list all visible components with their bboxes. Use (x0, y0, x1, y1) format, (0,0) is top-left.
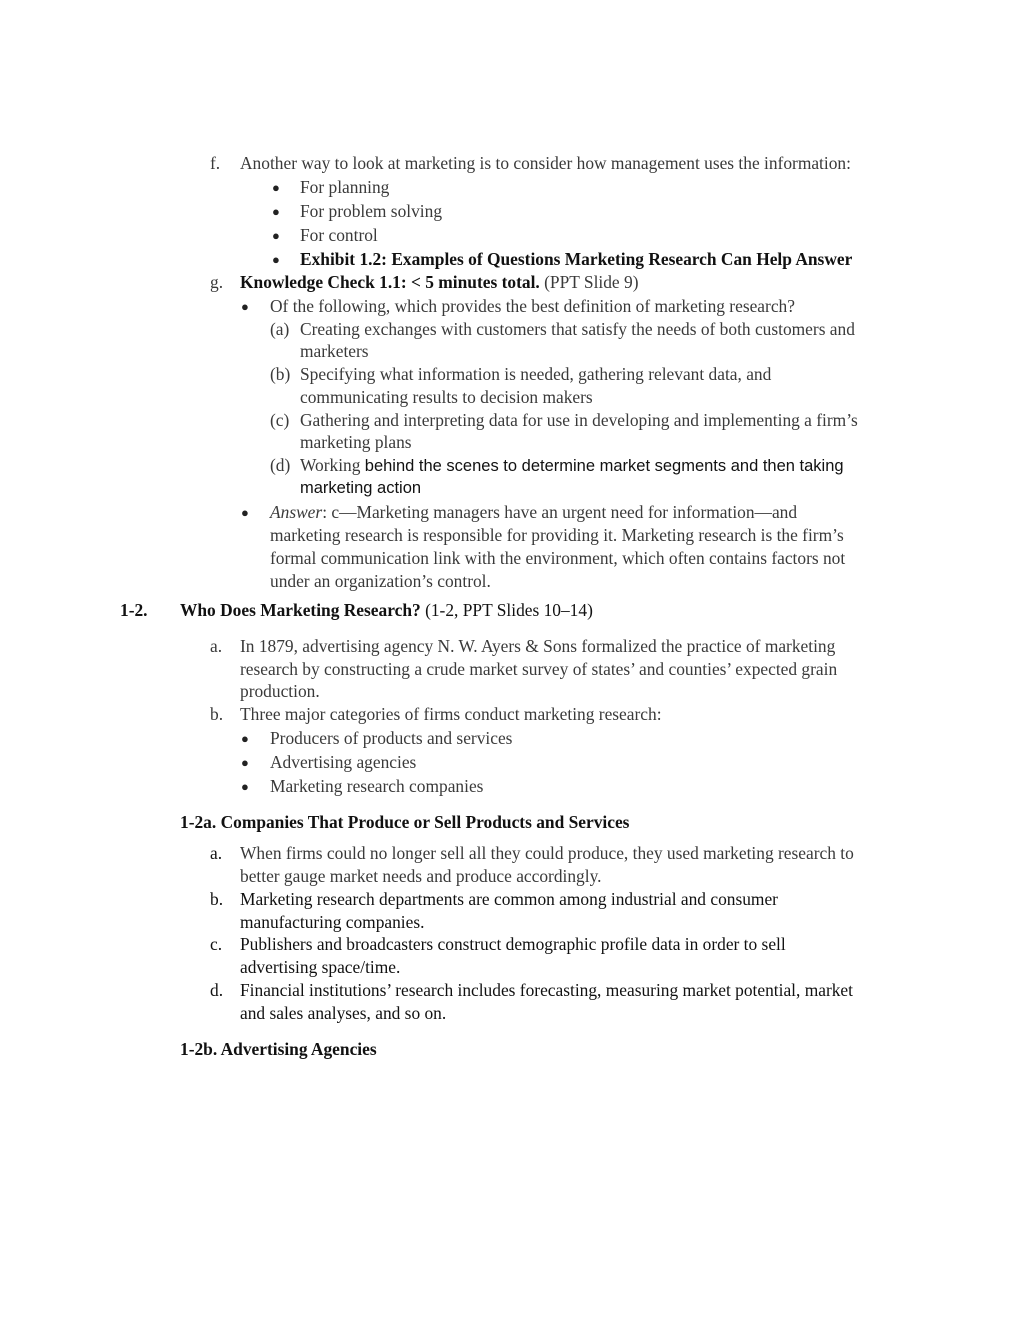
item-marker-g: g. (210, 272, 224, 292)
item-b-line-1: Marketing research departments are common among industrial and consumer (240, 889, 778, 909)
item-c-line-1: Publishers and broadcasters construct demographic profile data in order to sell (240, 934, 786, 954)
option-c-line-1: Gathering and interpreting data for use in developing and implementing a firm’s (300, 410, 858, 430)
section-title: Who Does Marketing Research? (180, 600, 421, 620)
bullet-icon: ● (241, 505, 249, 520)
option-b-line-1: Specifying what information is needed, gathering relevant data, and (300, 364, 772, 384)
option-a-label: (a) (270, 319, 290, 339)
option-d-line-2: marketing action (300, 479, 422, 497)
item-d-line-1: Financial institutions’ research includes forecasting, measuring market potential, market (240, 980, 853, 1000)
bullet-icon: ● (241, 299, 249, 314)
item-b-line-1: Three major categories of firms conduct marketing research: (240, 704, 662, 724)
item-a-line-2: better gauge market needs and produce accordingly. (240, 866, 602, 886)
bullet-icon: ● (241, 779, 249, 794)
knowledge-check-heading (240, 274, 638, 291)
answer-line-3: formal communication link with the environment, which often contains factors not (270, 548, 846, 568)
item-marker-b: b. (210, 889, 224, 909)
bullet-icon: ● (272, 228, 280, 243)
subsection-heading-1-2a: 1-2a. Companies That Produce or Sell Products and Services (180, 812, 630, 832)
option-d-line-1-start: Working (300, 455, 365, 475)
option-c-line-2: marketing plans (300, 432, 412, 452)
exhibit-reference: Exhibit 1.2: Examples of Questions Marketing Research Can Help Answer (300, 249, 853, 269)
item-a-line-1: In 1879, advertising agency N. W. Ayers & Sons formalized the practice of marketing (240, 636, 836, 656)
item-marker-f: f. (210, 153, 221, 173)
bullet-icon: ● (272, 180, 280, 195)
item-marker-a: a. (210, 636, 223, 656)
item-a-line-1: When firms could no longer sell all they could produce, they used marketing research to (240, 843, 854, 863)
item-c-line-2: advertising space/time. (240, 957, 401, 977)
option-a-line-1: Creating exchanges with customers that satisfy the needs of both customers and (300, 319, 855, 339)
bullet-icon: ● (241, 731, 249, 746)
section-number: 1-2. (120, 600, 148, 620)
option-b-line-2: communicating results to decision makers (300, 387, 593, 407)
option-d-line-1-end: behind the scenes to determine market segments and then taking (364, 457, 844, 475)
answer-line-2: marketing research is responsible for providing it. Marketing research is the firm’s (270, 525, 844, 545)
item-marker-d: d. (210, 980, 224, 1000)
option-d-line-1 (300, 457, 844, 475)
bullet-icon: ● (272, 252, 280, 267)
option-d-label: (d) (270, 455, 291, 475)
category-advertising: Advertising agencies (270, 752, 417, 772)
answer-line-4: under an organization’s control. (270, 571, 491, 591)
bullet-icon: ● (241, 755, 249, 770)
answer-line-1-text: : c—Marketing managers have an urgent need for information—and (322, 502, 798, 522)
bullet-planning: For planning (300, 177, 390, 197)
item-a-line-3: production. (240, 681, 320, 701)
section-ref: (1-2, PPT Slides 10–14) (425, 600, 593, 620)
bullet-icon: ● (272, 204, 280, 219)
item-d-line-2: and sales analyses, and so on. (240, 1003, 447, 1023)
knowledge-check-title: Knowledge Check 1.1: < 5 minutes total. (240, 272, 540, 292)
knowledge-check-question: Of the following, which provides the best definition of marketing research? (270, 296, 795, 316)
item-f-text: Another way to look at marketing is to consider how management uses the information: (240, 153, 851, 173)
option-a-line-2: marketers (300, 341, 369, 361)
category-producers: Producers of products and services (270, 728, 513, 748)
category-research-companies: Marketing research companies (270, 776, 484, 796)
subsection-heading-1-2b: 1-2b. Advertising Agencies (180, 1039, 377, 1059)
item-marker-c: c. (210, 934, 223, 954)
item-marker-a: a. (210, 843, 223, 863)
option-c-label: (c) (270, 410, 290, 430)
option-b-label: (b) (270, 364, 291, 384)
knowledge-check-slide-ref: (PPT Slide 9) (544, 272, 639, 292)
item-b-line-2: manufacturing companies. (240, 912, 425, 932)
item-marker-b: b. (210, 704, 224, 724)
bullet-problem-solving: For problem solving (300, 201, 443, 221)
section-heading (180, 602, 593, 619)
answer-line-1 (270, 504, 797, 521)
answer-label: Answer (270, 502, 323, 522)
item-a-line-2: research by constructing a crude market survey of states’ and counties’ expected grain (240, 659, 838, 679)
bullet-control: For control (300, 225, 378, 245)
